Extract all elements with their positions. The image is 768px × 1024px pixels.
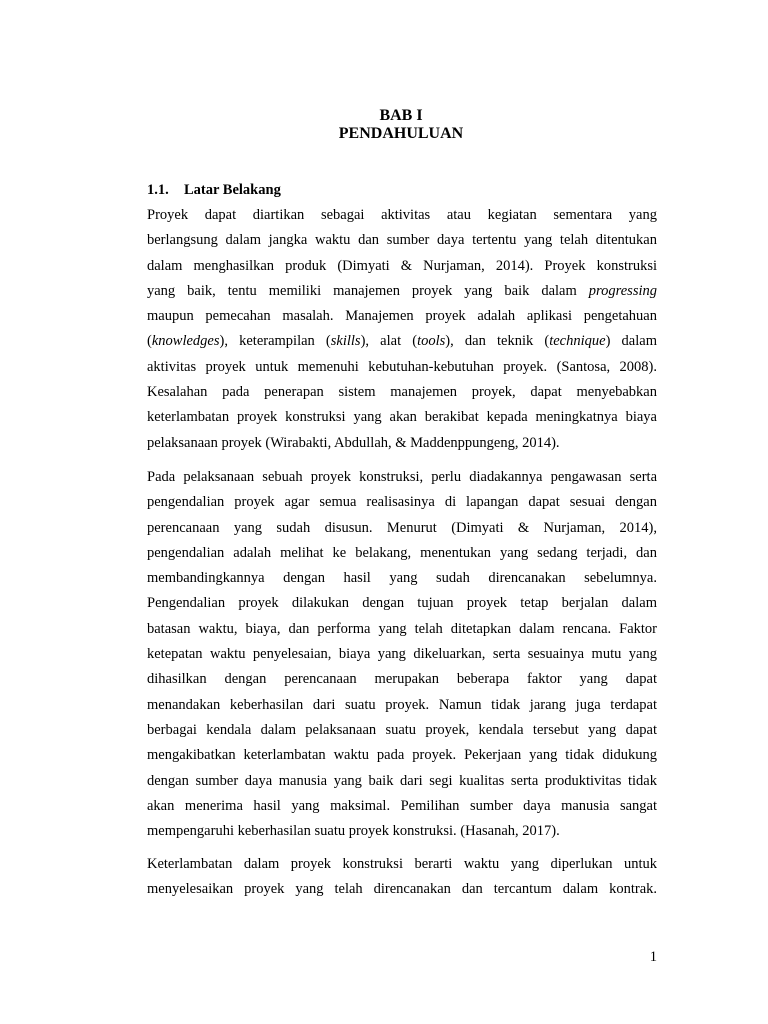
- paragraph-line: pengendalian adalah melihat ke belakang, menentukan yang sedang terjadi, dan: [147, 544, 657, 561]
- paragraph-line: pelaksanaan proyek (Wirabakti, Abdullah, & Maddenppungeng, 2014).: [147, 434, 560, 451]
- paragraph-line: aktivitas proyek untuk memenuhi kebutuhan-kebutuhan proyek. (Santosa, 2008).: [147, 358, 657, 375]
- italic-term: tools: [417, 333, 446, 350]
- paragraph-3: [147, 852, 657, 903]
- paragraph-2: [147, 465, 657, 844]
- paragraph-line: dalam menghasilkan produk (Dimyati & Nurjaman, 2014). Proyek konstruksi: [147, 257, 657, 274]
- section-number: 1.1.: [147, 182, 169, 198]
- paragraph-line: mempengaruhi keberhasilan suatu proyek konstruksi. (Hasanah, 2017).: [147, 823, 560, 840]
- page-number: 1: [649, 949, 657, 965]
- paragraph-line: berlangsung dalam jangka waktu dan sumber daya tertentu yang telah ditentukan: [147, 232, 657, 249]
- paragraph-line: akan menerima hasil yang maksimal. Pemilihan sumber daya manusia sangat: [147, 797, 657, 814]
- paragraph-line: yang baik, tentu memiliki manajemen proyek yang baik dalam progressing: [147, 282, 657, 299]
- paragraph-line: Pada pelaksanaan sebuah proyek konstruksi, perlu diadakannya pengawasan serta: [147, 469, 657, 485]
- paragraph-line: membandingkannya dengan hasil yang sudah direncanakan sebelumnya.: [147, 570, 657, 587]
- italic-term: skills: [330, 333, 361, 350]
- paragraph-line: keterlambatan proyek konstruksi yang akan berakibat kepada meningkatnya biaya: [147, 409, 657, 426]
- paragraph-line: pengendalian proyek agar semua realisasinya di lapangan dapat sesuai dengan: [147, 494, 657, 511]
- paragraph-line: ketepatan waktu penyelesaian, biaya yang dikeluarkan, serta sesuainya mutu yang: [147, 646, 657, 663]
- italic-term: technique: [549, 333, 606, 350]
- paragraph-line: menyelesaikan proyek yang telah direncanakan dan tercantum dalam kontrak.: [147, 881, 657, 898]
- italic-term: progressing: [588, 282, 657, 299]
- paragraph-line: Keterlambatan dalam proyek konstruksi berarti waktu yang diperlukan untuk: [147, 856, 657, 872]
- chapter-title: PENDAHULUAN: [338, 125, 464, 142]
- paragraph-1: [147, 203, 657, 456]
- paragraph-line: menandakan keberhasilan dari suatu proyek. Namun tidak jarang juga terdapat: [147, 696, 657, 713]
- paragraph-line: maupun pemecahan masalah. Manajemen proyek adalah aplikasi pengetahuan: [147, 308, 657, 325]
- paragraph-line: dihasilkan dengan perencanaan merupakan beberapa faktor yang dapat: [147, 671, 657, 688]
- paragraph-line: dengan sumber daya manusia yang baik dari segi kualitas serta produktivitas tidak: [147, 772, 657, 789]
- section-title: Latar Belakang: [184, 182, 281, 198]
- paragraph-line: perencanaan yang sudah disusun. Menurut (Dimyati & Nurjaman, 2014),: [147, 519, 657, 536]
- paragraph-line: mengakibatkan keterlambatan waktu pada proyek. Pekerjaan yang tidak didukung: [147, 747, 657, 764]
- italic-term: knowledges: [151, 333, 220, 350]
- chapter-number: BAB I: [379, 107, 423, 124]
- paragraph-line: Proyek dapat diartikan sebagai aktivitas atau kegiatan sementara yang: [147, 207, 657, 223]
- paragraph-line: (knowledges), keterampilan (skills), alat (tools), dan teknik (technique) dalam: [147, 333, 657, 350]
- paragraph-line: batasan waktu, biaya, dan performa yang telah ditetapkan dalam rencana. Faktor: [147, 620, 657, 637]
- paragraph-line: berbagai kendala dalam pelaksanaan suatu proyek, kendala tersebut yang dapat: [147, 721, 657, 738]
- paragraph-line: Pengendalian proyek dilakukan dengan tujuan proyek tetap berjalan dalam: [147, 595, 657, 612]
- paragraph-line: Kesalahan pada penerapan sistem manajemen proyek, dapat menyebabkan: [147, 384, 657, 401]
- section-heading: [147, 180, 281, 200]
